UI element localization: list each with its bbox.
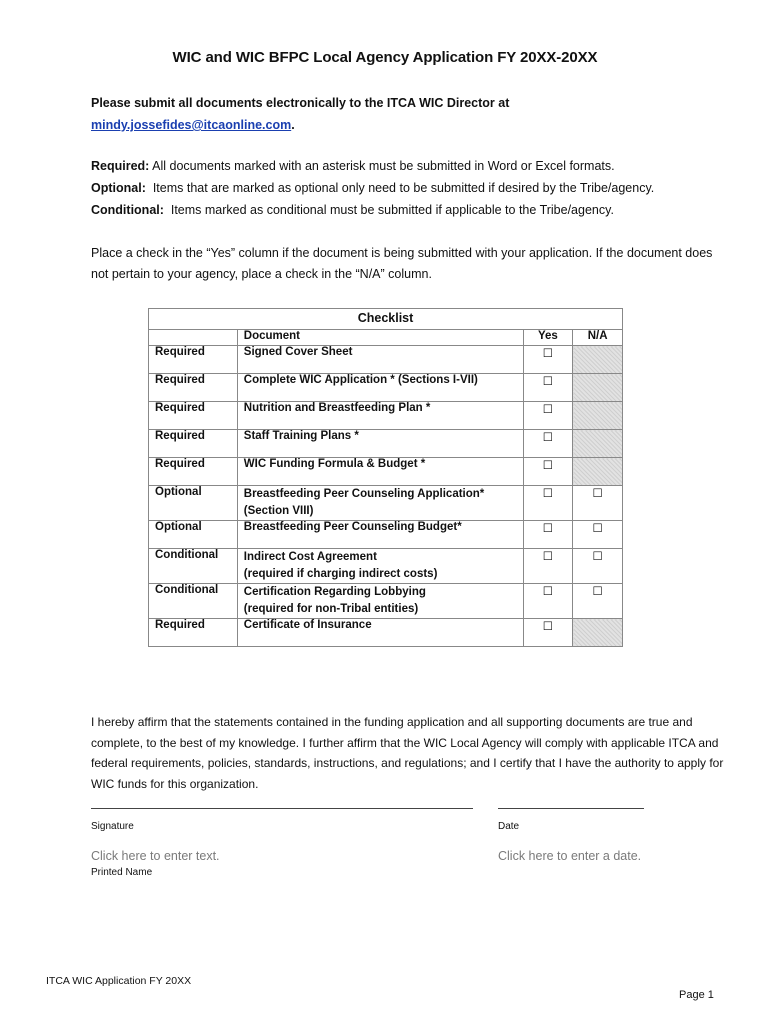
row-type: Required [149, 346, 238, 374]
submit-instructions [91, 92, 711, 136]
row-type: Required [149, 458, 238, 486]
optional-definition [91, 177, 741, 199]
na-cell-shaded [573, 619, 623, 647]
yes-checkbox[interactable]: ☐ [523, 584, 573, 619]
header-yes: Yes [523, 330, 573, 346]
row-type: Optional [149, 486, 238, 521]
affirmation-statement: I hereby affirm that the statements contained in the funding application and all supporting documents are true and complete, to the best of my knowledge. I further affirm that the WIC Local Agency will comply with applicable ITCA and federal requirements, policies, standards, instructions, and regulations; and I certify that I have the authority to apply for WIC funds for this organization. [91, 715, 724, 791]
requirement-definitions [91, 155, 741, 221]
conditional-label: Conditional: [91, 203, 164, 217]
director-email-link[interactable]: mindy.jossefides@itcaonline.com [91, 118, 292, 132]
required-definition [91, 155, 741, 177]
yes-checkbox[interactable]: ☐ [523, 486, 573, 521]
table-row [149, 521, 623, 549]
row-document: Nutrition and Breastfeeding Plan * [237, 402, 523, 430]
printed-name-label: Printed Name [91, 867, 153, 878]
header-type [149, 330, 238, 346]
row-document: Breastfeeding Peer Counseling Budget* [237, 521, 523, 549]
conditional-text: Items marked as conditional must be submitted if applicable to the Tribe/agency. [170, 203, 614, 217]
document-title: WIC and WIC BFPC Local Agency Application FY 20XX-20XX [172, 49, 598, 66]
na-cell-shaded [573, 430, 623, 458]
header-na: N/A [573, 330, 623, 346]
date-picker-input[interactable]: Click here to enter a date. [498, 849, 642, 863]
row-type: Required [149, 374, 238, 402]
yes-checkbox[interactable]: ☐ [523, 346, 573, 374]
yes-checkbox[interactable]: ☐ [523, 521, 573, 549]
row-document: Signed Cover Sheet [237, 346, 523, 374]
date-label: Date [498, 821, 520, 832]
row-type: Required [149, 430, 238, 458]
table-row [149, 430, 623, 458]
na-checkbox[interactable]: ☐ [573, 521, 623, 549]
footer-document-name: ITCA WIC Application FY 20XX [46, 975, 192, 987]
na-cell-shaded [573, 374, 623, 402]
footer-page-number: Page 1 [679, 989, 714, 1001]
signature-label: Signature [91, 821, 134, 832]
yes-checkbox[interactable]: ☐ [523, 430, 573, 458]
yes-checkbox[interactable]: ☐ [523, 619, 573, 647]
na-cell-shaded [573, 402, 623, 430]
table-row [149, 486, 623, 521]
row-document-line2: (required for non-Tribal entities) [243, 603, 419, 615]
na-cell-shaded [573, 458, 623, 486]
row-document [237, 584, 523, 619]
header-document: Document [237, 330, 523, 346]
submit-period: . [291, 118, 295, 132]
required-label: Required: [91, 159, 150, 173]
table-row [149, 402, 623, 430]
conditional-definition [91, 199, 741, 221]
row-type: Required [149, 619, 238, 647]
signature-line [91, 808, 473, 809]
checklist-caption: Checklist [149, 309, 623, 330]
row-type: Required [149, 402, 238, 430]
yes-checkbox[interactable]: ☐ [523, 374, 573, 402]
submit-text: Please submit all documents electronically to the ITCA WIC Director at [91, 96, 510, 110]
yes-checkbox[interactable]: ☐ [523, 402, 573, 430]
table-row [149, 584, 623, 619]
row-document: WIC Funding Formula & Budget * [237, 458, 523, 486]
checklist-instructions: Place a check in the “Yes” column if the document is being submitted with your application. If the document does not pertain to your agency, place a check in the “N/A” column. [91, 246, 713, 281]
optional-label: Optional: [91, 181, 146, 195]
row-document-line1: Certification Regarding Lobbying [243, 586, 426, 598]
table-row [149, 374, 623, 402]
row-type: Conditional [149, 549, 238, 584]
printed-name-input[interactable]: Click here to enter text. [91, 849, 220, 863]
row-document-line2: (Section VIII) [243, 505, 314, 517]
na-checkbox[interactable]: ☐ [573, 584, 623, 619]
na-cell-shaded [573, 346, 623, 374]
row-document-line1: Breastfeeding Peer Counseling Application* [243, 488, 485, 500]
row-document-line2: (required if charging indirect costs) [243, 568, 438, 580]
table-row [149, 346, 623, 374]
table-row [149, 549, 623, 584]
table-row [149, 458, 623, 486]
required-text: All documents marked with an asterisk must be submitted in Word or Excel formats. [152, 159, 615, 173]
row-document [237, 486, 523, 521]
na-checkbox[interactable]: ☐ [573, 549, 623, 584]
table-row [149, 619, 623, 647]
checklist-table [148, 308, 623, 647]
na-checkbox[interactable]: ☐ [573, 486, 623, 521]
row-document: Staff Training Plans * [237, 430, 523, 458]
optional-text: Items that are marked as optional only need to be submitted if desired by the Tribe/agency. [152, 181, 655, 195]
yes-checkbox[interactable]: ☐ [523, 458, 573, 486]
yes-checkbox[interactable]: ☐ [523, 549, 573, 584]
row-type: Conditional [149, 584, 238, 619]
date-line [498, 808, 644, 809]
row-document: Certificate of Insurance [237, 619, 523, 647]
row-type: Optional [149, 521, 238, 549]
row-document [237, 549, 523, 584]
row-document-line1: Indirect Cost Agreement [243, 551, 377, 563]
row-document: Complete WIC Application * (Sections I-VII) [237, 374, 523, 402]
